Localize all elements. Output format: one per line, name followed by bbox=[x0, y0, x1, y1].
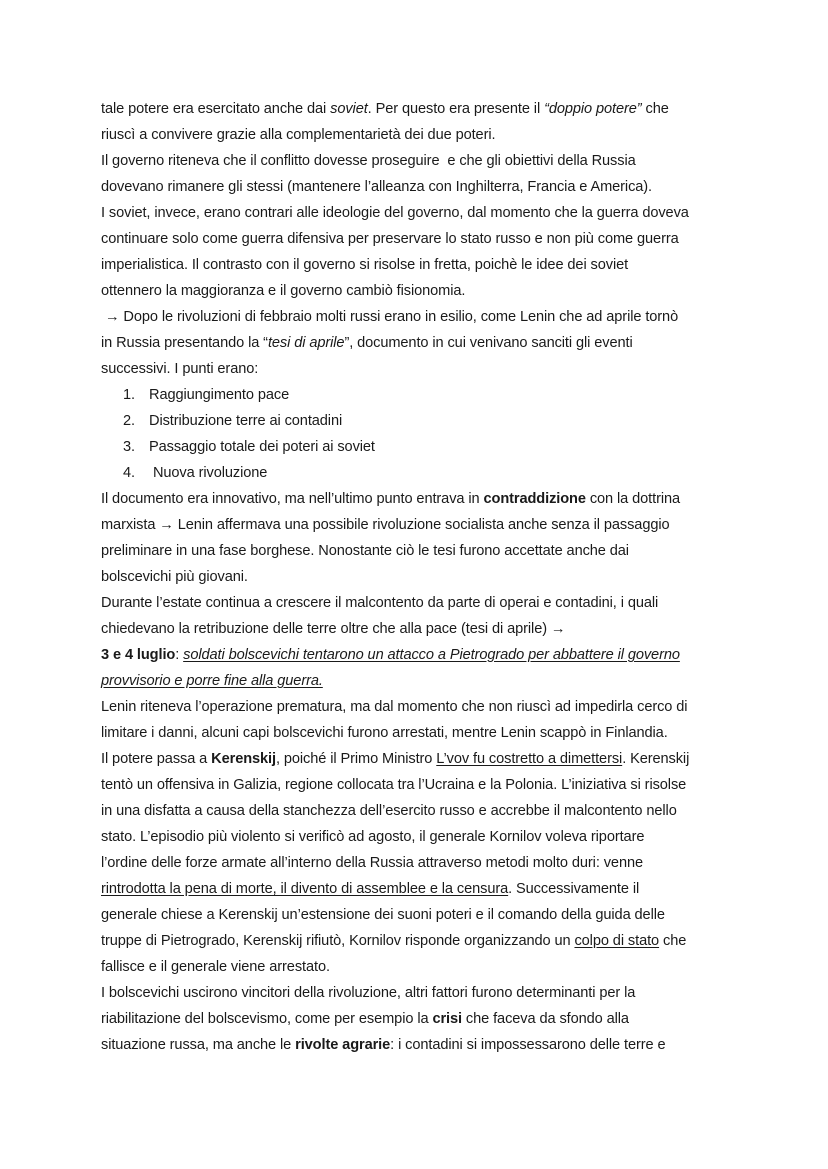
text-line bbox=[101, 148, 741, 174]
text-run: Nuova rivoluzione bbox=[149, 465, 268, 481]
text-run: che bbox=[659, 933, 687, 949]
text-line bbox=[101, 356, 741, 382]
document-page bbox=[101, 96, 741, 1058]
text-run: Il governo riteneva che il conflitto dovesse proseguire e che gli obiettivi della Russia bbox=[101, 153, 636, 169]
text-run: : i contadini si impossessarono delle terre e bbox=[390, 1037, 666, 1053]
text-run: : bbox=[175, 647, 184, 663]
text-line bbox=[101, 200, 741, 226]
text-line bbox=[101, 954, 741, 980]
text-run: soviet bbox=[330, 101, 368, 117]
text-run: che bbox=[641, 101, 669, 117]
text-line bbox=[101, 668, 741, 694]
text-run: imperialistica. Il contrasto con il governo si risolse in fretta, poichè le idee dei soviet bbox=[101, 257, 629, 273]
text-run: marxista → Lenin affermava una possibile rivoluzione socialista anche senza il passaggio bbox=[101, 517, 670, 533]
text-run: soldati bolscevichi tentarono un attacco a Pietrogrado per abbattere il governo bbox=[183, 647, 680, 663]
text-line bbox=[101, 1032, 741, 1058]
text-run: colpo di stato bbox=[574, 933, 660, 949]
text-line bbox=[101, 1006, 741, 1032]
text-run: Il documento era innovativo, ma nell’ultimo punto entrava in bbox=[101, 491, 484, 507]
text-line bbox=[101, 642, 741, 668]
list-item bbox=[101, 382, 741, 408]
text-run: Kerenskij bbox=[211, 751, 276, 767]
text-line bbox=[101, 876, 741, 902]
text-run: fallisce e il generale viene arrestato. bbox=[101, 959, 330, 975]
text-run: Durante l’estate continua a crescere il malcontento da parte di operai e contadini, i quali bbox=[101, 595, 659, 611]
text-line bbox=[101, 746, 741, 772]
text-line bbox=[101, 694, 741, 720]
text-run: L’vov fu costretto a dimettersi bbox=[436, 751, 623, 767]
text-line bbox=[101, 850, 741, 876]
text-run: I soviet, invece, erano contrari alle ideologie del governo, dal momento che la guerra doveva bbox=[101, 205, 689, 221]
text-run: tentò un offensiva in Galizia, regione collocata tra l’Ucraina e la Polonia. L’iniziativa si risolse bbox=[101, 777, 687, 793]
list-number: 1. bbox=[123, 387, 135, 403]
text-run: continuare solo come guerra difensiva per preservare lo stato russo e non più come guerra bbox=[101, 231, 679, 247]
text-run: “doppio potere” bbox=[544, 101, 642, 117]
text-run: in una disfatta a causa della stanchezza dell’esercito russo e accrebbe il malcontento nello bbox=[101, 803, 677, 819]
text-line bbox=[101, 226, 741, 252]
text-run: . Successivamente il bbox=[508, 881, 640, 897]
text-run: Distribuzione terre ai contadini bbox=[149, 413, 343, 429]
text-line bbox=[101, 278, 741, 304]
text-run: con la dottrina bbox=[585, 491, 681, 507]
text-line bbox=[101, 616, 741, 642]
text-line bbox=[101, 564, 741, 590]
text-line bbox=[101, 512, 741, 538]
text-run: rivolte agrarie bbox=[295, 1037, 391, 1053]
text-line bbox=[101, 252, 741, 278]
text-run: tale potere era esercitato anche dai bbox=[101, 101, 331, 117]
text-run: . Kerenskij bbox=[622, 751, 690, 767]
text-run: Raggiungimento pace bbox=[149, 387, 290, 403]
text-line bbox=[101, 772, 741, 798]
text-run: tesi di aprile bbox=[267, 335, 345, 351]
text-run: dovevano rimanere gli stessi (mantenere l’alleanza con Inghilterra, Francia e America). bbox=[101, 179, 652, 195]
text-line bbox=[101, 902, 741, 928]
text-run: bolscevichi più giovani. bbox=[101, 569, 248, 585]
text-run: crisi bbox=[432, 1011, 462, 1027]
text-run: in Russia presentando la “ bbox=[101, 335, 268, 351]
text-line bbox=[101, 720, 741, 746]
text-run: → Dopo le rivoluzioni di febbraio molti russi erano in esilio, come Lenin che ad aprile tornò bbox=[101, 309, 679, 325]
list-number: 4. bbox=[123, 465, 135, 481]
text-line bbox=[101, 96, 741, 122]
list-number: 2. bbox=[123, 413, 135, 429]
text-run: situazione russa, ma anche le bbox=[101, 1037, 296, 1053]
text-line bbox=[101, 590, 741, 616]
text-run: successivi. I punti erano: bbox=[101, 361, 259, 377]
text-line bbox=[101, 798, 741, 824]
text-run: chiedevano la retribuzione delle terre oltre che alla pace (tesi di aprile) → bbox=[101, 621, 566, 637]
text-run: truppe di Pietrogrado, Kerenskij rifiutò, Kornilov risponde organizzando un bbox=[101, 933, 575, 949]
text-run: generale chiese a Kerenskij un’estensione dei suoni poteri e il comando della guida delle bbox=[101, 907, 665, 923]
list-number: 3. bbox=[123, 439, 135, 455]
text-run: ”, documento in cui venivano sanciti gli eventi bbox=[344, 335, 633, 351]
text-run: riuscì a convivere grazie alla complementarietà dei due poteri. bbox=[101, 127, 496, 143]
text-run: riabilitazione del bolscevismo, come per esempio la bbox=[101, 1011, 433, 1027]
text-line bbox=[101, 122, 741, 148]
list-item bbox=[101, 460, 741, 486]
text-run: provvisorio e porre fine alla guerra. bbox=[101, 673, 323, 689]
text-run: , poiché il Primo Ministro bbox=[275, 751, 437, 767]
text-run: che faceva da sfondo alla bbox=[461, 1011, 629, 1027]
text-line bbox=[101, 538, 741, 564]
text-run: I bolscevichi uscirono vincitori della rivoluzione, altri fattori furono determinanti per la bbox=[101, 985, 636, 1001]
text-run: rintrodotta la pena di morte, il divento di assemblee e la censura bbox=[101, 881, 509, 897]
text-run: preliminare in una fase borghese. Nonostante ciò le tesi furono accettate anche dai bbox=[101, 543, 629, 559]
text-line bbox=[101, 174, 741, 200]
text-run: stato. L’episodio più violento si verificò ad agosto, il generale Kornilov voleva riportare bbox=[101, 829, 645, 845]
text-line bbox=[101, 824, 741, 850]
text-line bbox=[101, 928, 741, 954]
text-run: limitare i danni, alcuni capi bolscevichi furono arrestati, mentre Lenin scappò in Finlandia. bbox=[101, 725, 668, 741]
text-line bbox=[101, 486, 741, 512]
text-line bbox=[101, 980, 741, 1006]
text-run: . Per questo era presente il bbox=[367, 101, 545, 117]
list-item bbox=[101, 408, 741, 434]
text-line bbox=[101, 330, 741, 356]
text-run: contraddizione bbox=[483, 491, 586, 507]
text-run: Lenin riteneva l’operazione prematura, ma dal momento che non riuscì ad impedirla cerco di bbox=[101, 699, 688, 715]
text-run: Il potere passa a bbox=[101, 751, 212, 767]
text-run: ottennero la maggioranza e il governo cambiò fisionomia. bbox=[101, 283, 466, 299]
text-line bbox=[101, 304, 741, 330]
text-run: 3 e 4 luglio bbox=[101, 647, 176, 663]
list-item bbox=[101, 434, 741, 460]
text-run: l’ordine delle forze armate all’interno della Russia attraverso metodi molto duri: venne bbox=[101, 855, 643, 871]
text-run: Passaggio totale dei poteri ai soviet bbox=[149, 439, 375, 455]
